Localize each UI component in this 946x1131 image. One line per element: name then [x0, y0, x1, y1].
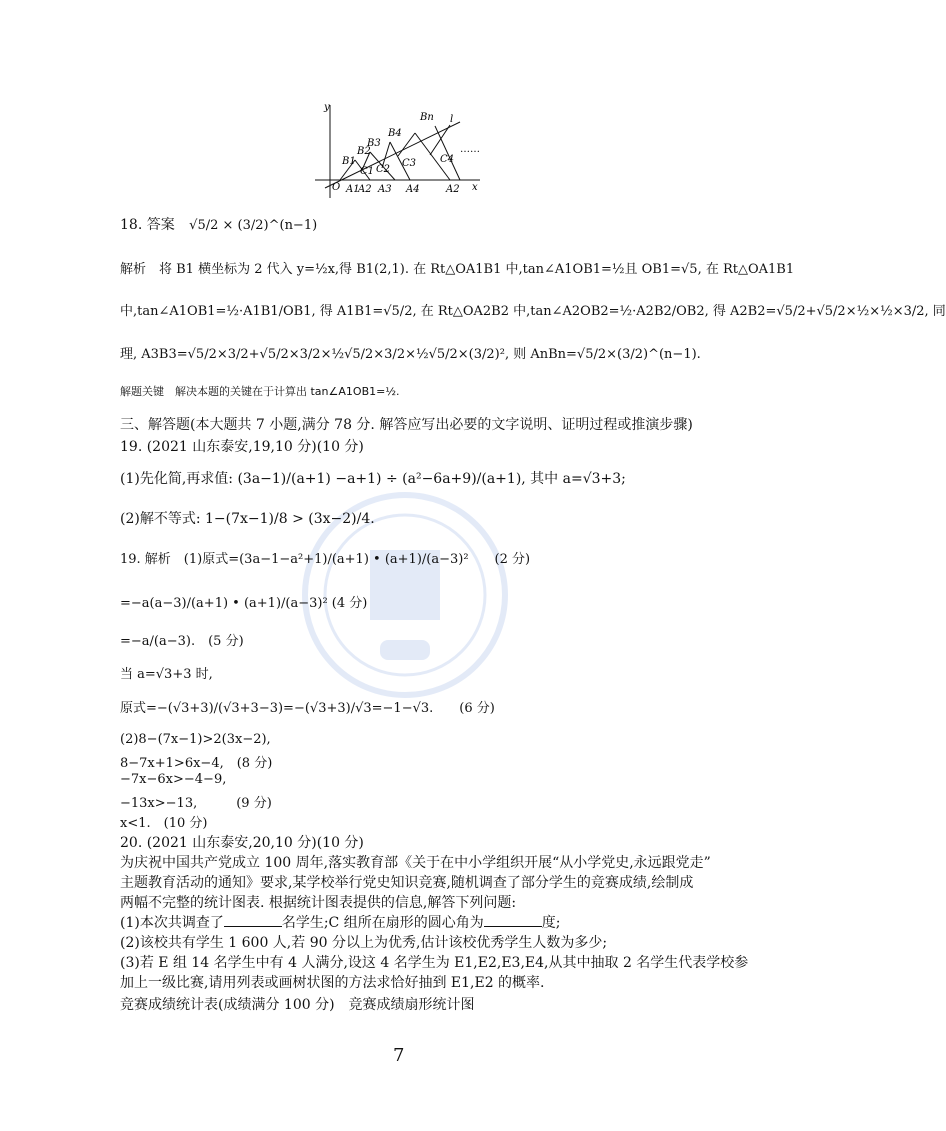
label-Bn: Bn [420, 112, 434, 123]
sol19-line10: x<1. (10 分) [120, 816, 208, 831]
sol19-line3: =−a/(a−3). (5 分) [120, 634, 244, 649]
q20-para3: 两幅不完整的统计图表. 根据统计图表提供的信息,解答下列问题: [120, 895, 517, 911]
sol19-line9: −13x>−13, (9 分) [120, 796, 272, 811]
label-B2: B2 [357, 146, 371, 157]
label-C3: C3 [402, 158, 417, 169]
label-O: O [332, 182, 341, 193]
sol19-line6: (2)8−(7x−1)>2(3x−2), [120, 732, 271, 747]
answer-blank-2[interactable] [484, 914, 542, 927]
label-C2: C2 [376, 164, 391, 175]
q20-part1 [120, 912, 560, 932]
q18-analysis-line1: 解析 将 B1 横坐标为 2 代入 y=½x,得 B1(2,1). 在 Rt△OA1B1 中,tan∠A1OB1=½且 OB1=√5, 在 Rt△OA1B1 [120, 262, 795, 277]
q19-part2: (2)解不等式: 1−(7x−1)/8 > (3x−2)/4. [120, 511, 375, 527]
q18-analysis-line2: 中,tan∠A1OB1=½·A1B1/OB1, 得 A1B1=√5/2, 在 Rt△OA2B2 中,tan∠A2OB2=½·A2B2/OB2, 得 A2B2=√5/2+√5/2×½×½×3/2, 同 [120, 304, 946, 319]
sol19-line2: =−a(a−3)/(a+1) • (a+1)/(a−3)² (4 分) [120, 596, 368, 611]
q20-part2: (2)该校共有学生 1 600 人,若 90 分以上为优秀,估计该校优秀学生人数为多少; [120, 935, 608, 951]
label-A1: A1 [346, 184, 360, 195]
label-B1: B1 [342, 156, 356, 167]
geometry-diagram [310, 100, 490, 200]
q19-part1: (1)先化简,再求值: (3a−1)/(a+1) −a+1) ÷ (a²−6a+9)/(a+1), 其中 a=√3+3; [120, 471, 626, 487]
q20-title: 20. (2021 山东泰安,20,10 分)(10 分) [120, 835, 364, 851]
q19-title: 19. (2021 山东泰安,19,10 分)(10 分) [120, 439, 364, 455]
section3-heading: 三、解答题(本大题共 7 小题,满分 78 分. 解答应写出必要的文字说明、证明过程或推演步骤) [120, 417, 693, 433]
q20-part3a: (3)若 E 组 14 名学生中有 4 人满分,设这 4 名学生为 E1,E2,E3,E4,从其中抽取 2 名学生代表学校参 [120, 955, 749, 971]
label-y: y [324, 102, 330, 113]
q20-part3b: 加上一级比赛,请用列表或画树状图的方法求恰好抽到 E1,E2 的概率. [120, 975, 545, 991]
q20-part1-a: (1)本次共调查了 [120, 915, 224, 931]
answer-expression: √5/2 × (3/2)^(n−1) [189, 218, 318, 233]
sol19-line8: −7x−6x>−4−9, [120, 772, 227, 787]
label-C4: C4 [440, 154, 455, 165]
q18-answer [120, 214, 317, 234]
sol19-line5: 原式=−(√3+3)/(√3+3−3)=−(√3+3)/√3=−1−√3. (6 分) [120, 701, 495, 716]
label-B4: B4 [388, 128, 402, 139]
q18-analysis-line3: 理, A3B3=√5/2×3/2+√5/2×3/2×½√5/2×3/2×½√5/2×(3/2)², 则 AnBn=√5/2×(3/2)^(n−1). [120, 347, 701, 362]
sol19-line7: 8−7x+1>6x−4, (8 分) [120, 756, 273, 771]
label-A3: A3 [378, 184, 392, 195]
q20-para1: 为庆祝中国共产党成立 100 周年,落实教育部《关于在中小学组织开展“从小学党史,永远跟党走” [120, 855, 711, 871]
answer-label: 18. 答案 [120, 217, 175, 233]
label-A4: A4 [406, 184, 420, 195]
q20-part1-c: 度; [541, 915, 561, 931]
answer-blank-1[interactable] [224, 914, 282, 927]
label-C1: C1 [360, 166, 375, 177]
q20-caption: 竞赛成绩统计表(成绩满分 100 分) 竞赛成绩扇形统计图 [120, 997, 475, 1013]
q18-key-point: 解题关键 解决本题的关键在于计算出 tan∠A1OB1=½. [120, 385, 400, 398]
label-A2: A2 [358, 184, 372, 195]
label-l: l [450, 114, 454, 125]
q20-part1-b: 名学生;C 组所在扇形的圆心角为 [281, 915, 484, 931]
label-B3: B3 [367, 138, 381, 149]
q20-para2: 主题教育活动的通知》要求,某学校举行党史知识竞赛,随机调查了部分学生的竞赛成绩,绘制成 [120, 875, 694, 891]
sol19-line1: 19. 解析 (1)原式=(3a−1−a²+1)/(a+1) • (a+1)/(a−3)² (2 分) [120, 552, 531, 567]
label-x: x [472, 182, 478, 193]
sol19-line4: 当 a=√3+3 时, [120, 667, 213, 682]
page-number: 7 [393, 1045, 405, 1066]
label-A2-right: A2 [446, 184, 460, 195]
label-dots: …… [460, 144, 480, 155]
